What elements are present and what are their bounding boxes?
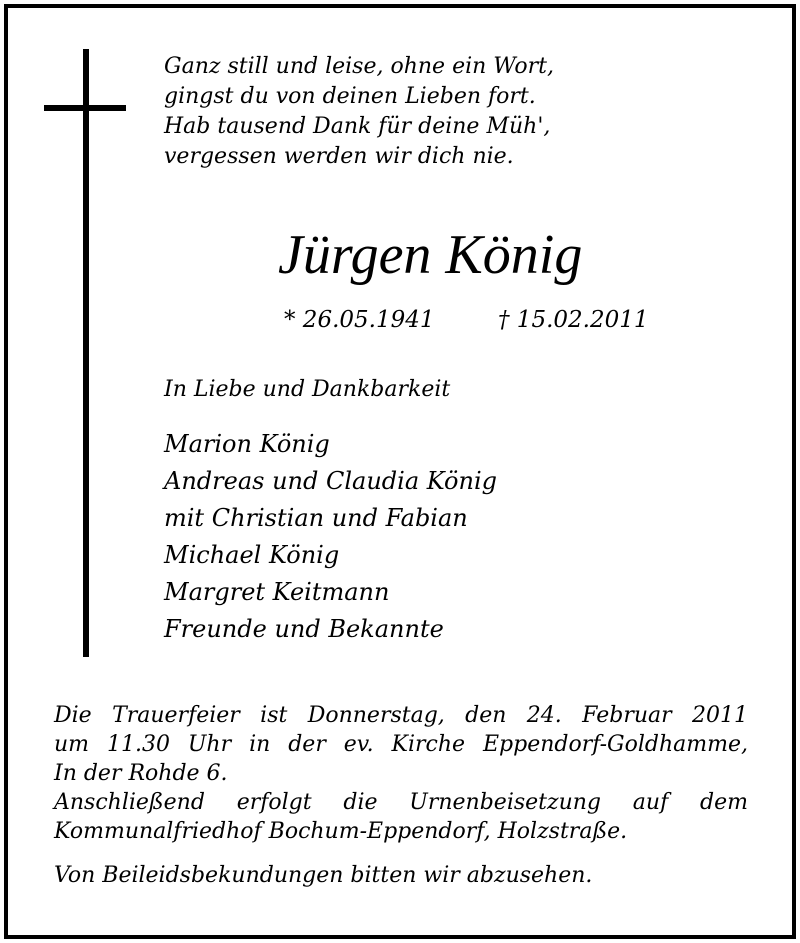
cross-horizontal-beam bbox=[44, 105, 126, 111]
poem-line: Hab tausend Dank für deine Müh', bbox=[164, 114, 551, 139]
poem-line: vergessen werden wir dich nie. bbox=[164, 144, 514, 169]
mourner-name: Andreas und Claudia König bbox=[164, 467, 497, 495]
death-date: † 15.02.2011 bbox=[498, 307, 649, 333]
funeral-detail-line: Die Trauerfeier ist Donnerstag, den 24. Februar 2011 bbox=[54, 703, 748, 728]
birth-date: * 26.05.1941 bbox=[284, 307, 435, 333]
mourners-intro: In Liebe und Dankbarkeit bbox=[164, 377, 451, 402]
funeral-detail-line: Anschließend erfolgt die Urnenbeisetzung auf dem bbox=[54, 790, 748, 815]
cross-vertical-beam bbox=[83, 49, 89, 657]
mourner-name: Margret Keitmann bbox=[164, 578, 390, 606]
mourners-list bbox=[164, 426, 497, 648]
funeral-detail-line: Kommunalfriedhof Bochum-Eppendorf, Holzstraße. bbox=[54, 819, 628, 844]
mourner-name: Marion König bbox=[164, 430, 330, 458]
poem-line: Ganz still und leise, ohne ein Wort, bbox=[164, 54, 555, 79]
deceased-name: Jürgen König bbox=[278, 224, 583, 286]
poem-line: gingst du von deinen Lieben fort. bbox=[164, 84, 536, 109]
memorial-poem bbox=[164, 52, 554, 172]
mourner-name: Michael König bbox=[164, 541, 340, 569]
obituary-frame bbox=[4, 4, 796, 939]
funeral-detail-line: um 11.30 Uhr in der ev. Kirche Eppendorf-Goldhamme, bbox=[54, 732, 748, 757]
closing-note: Von Beileidsbekundungen bitten wir abzusehen. bbox=[54, 863, 593, 888]
mourner-name: Freunde und Bekannte bbox=[164, 615, 444, 643]
funeral-detail-line: In der Rohde 6. bbox=[54, 761, 228, 786]
mourner-name: mit Christian und Fabian bbox=[164, 504, 468, 532]
funeral-details bbox=[54, 701, 748, 846]
